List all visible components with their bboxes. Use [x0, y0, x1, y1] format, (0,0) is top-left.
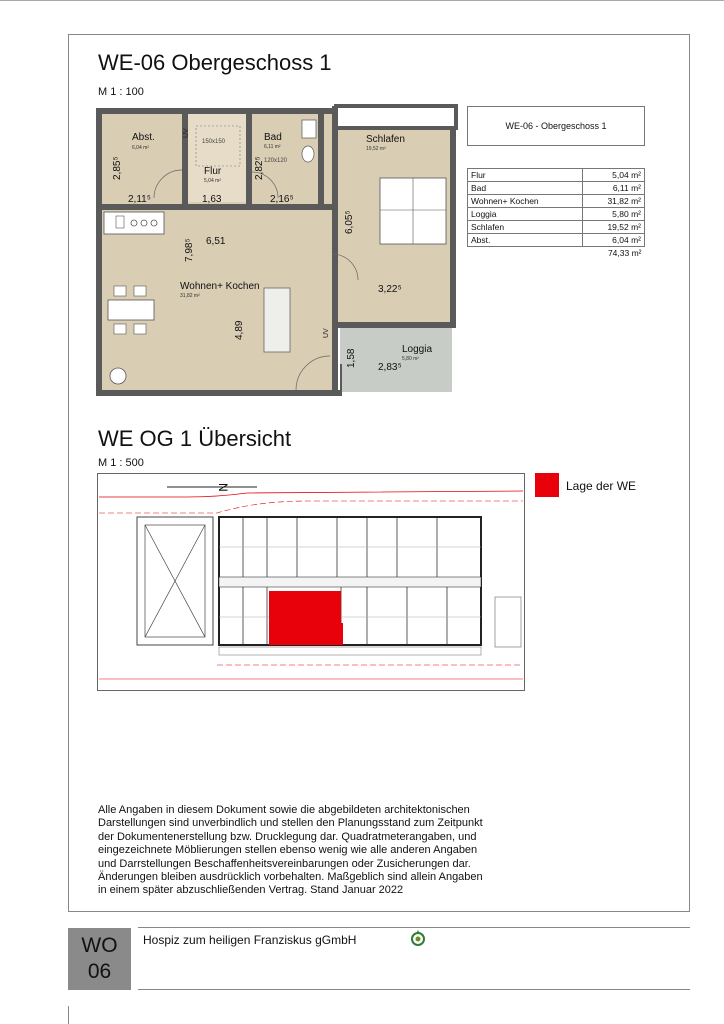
legend-label: Lage der WE — [566, 479, 637, 493]
room-area-abst: 6,04 m² — [132, 145, 149, 151]
area-row — [468, 234, 645, 247]
disclaimer-line: Änderungen bleiben ausdrücklich vorbehalten. Maßgeblich sind allein Angaben — [98, 871, 483, 884]
dim-bad-width: 2,16⁵ — [270, 194, 294, 205]
dim-wohnen-depth: 7,98⁵ — [184, 238, 195, 262]
area-row — [468, 195, 645, 208]
area-label: Wohnen+ Kochen — [468, 195, 583, 208]
disclaimer — [98, 804, 548, 898]
document-code — [68, 928, 131, 990]
uv-label-1: UV — [183, 128, 190, 138]
disclaimer-line: eingezeichnete Möblierungen stellen ebenso wenig wie alle anderen Angaben — [98, 844, 478, 857]
floorplan — [96, 104, 460, 406]
dim-abst-height: 2,85⁵ — [112, 156, 123, 180]
room-name-wohnen: Wohnen+ Kochen — [180, 281, 260, 292]
area-row — [468, 182, 645, 195]
top-edge — [0, 0, 724, 1]
dim-abst-width: 2,11⁵ — [128, 194, 151, 205]
footer-top-rule — [138, 927, 690, 928]
room-area-wohnen: 31,82 m² — [180, 293, 200, 299]
disclaimer-line: Alle Angaben in diesem Dokument sowie die abgebildeten architektonischen — [98, 804, 470, 816]
footer-bottom-rule — [138, 989, 690, 990]
dim-schlafen-height: 6,05⁵ — [344, 210, 355, 234]
document-code-line1: WO — [81, 934, 118, 957]
area-label: Loggia — [468, 208, 583, 221]
dim-bad-height: 2,82⁵ — [254, 156, 265, 180]
room-area-bad: 6,11 m² — [264, 144, 281, 150]
area-row — [468, 208, 645, 221]
room-name-loggia: Loggia — [402, 344, 433, 355]
uv-label-2: UV — [323, 328, 330, 338]
area-label: Schlafen — [468, 221, 583, 234]
fixture-label-1: 150x150 — [202, 139, 226, 145]
room-name-abst: Abst. — [132, 132, 155, 143]
overview-plan — [97, 473, 525, 691]
disclaimer-line: Darstellungen sind unverbindlich und stellen den Planungsstand zum Zeitpunkt — [98, 817, 483, 830]
area-value: 6,11 m² — [582, 182, 644, 195]
room-name-schlafen: Schlafen — [366, 134, 405, 145]
area-value: 31,82 m² — [582, 195, 644, 208]
room-name-flur: Flur — [204, 166, 222, 177]
disclaimer-line: in einem später abzuschließenden Vertrag. Stand Januar 2022 — [98, 884, 404, 897]
room-area-flur: 5,04 m² — [204, 178, 221, 184]
area-table — [467, 168, 645, 259]
logo-icon — [409, 929, 427, 947]
area-value: 6,04 m² — [582, 234, 644, 247]
floorplan-scale: M 1 : 100 — [98, 86, 144, 98]
dim-wohnen-height: 4,89 — [234, 320, 245, 340]
room-name-bad: Bad — [264, 132, 282, 143]
area-value: 19,52 m² — [582, 221, 644, 234]
area-value: 5,80 m² — [582, 208, 644, 221]
area-table-header: WE-06 - Obergeschoss 1 — [467, 106, 645, 146]
legend-swatch — [535, 473, 559, 497]
north-label: N — [216, 483, 230, 492]
area-row — [468, 221, 645, 234]
area-label: Abst. — [468, 234, 583, 247]
area-value: 5,04 m² — [582, 169, 644, 182]
dim-wohnen-width: 6,51 — [206, 236, 226, 247]
page-title: WE-06 Obergeschoss 1 — [98, 50, 332, 75]
overview-scale: M 1 : 500 — [98, 457, 144, 469]
disclaimer-line: und Darrstellungen Beschaffenheitsvereinbarungen oder Zusicherungen dar. — [98, 857, 471, 870]
dim-flur-width: 1,63 — [202, 194, 222, 205]
overview-title: WE OG 1 Übersicht — [98, 426, 292, 451]
document-code-line2: 06 — [87, 960, 112, 983]
room-area-loggia: 5,80 m² — [402, 356, 419, 362]
floor-flur — [188, 112, 248, 202]
dim-loggia-height: 1,58 — [346, 348, 357, 368]
dim-loggia-width: 2,83⁵ — [378, 362, 402, 373]
area-label: Flur — [468, 169, 583, 182]
fixture-label-2: 120x120 — [264, 158, 288, 164]
area-row — [468, 169, 645, 182]
company-name: Hospiz zum heiligen Franziskus gGmbH — [143, 933, 357, 947]
dim-schlafen-width: 3,22⁵ — [378, 284, 402, 295]
room-area-schlafen: 19,52 m² — [366, 146, 386, 152]
disclaimer-line: der Dokumentenerstellung bzw. Drucklegung dar. Quadratmeterangaben, und — [98, 830, 477, 843]
area-total: 74,33 m² — [607, 248, 642, 258]
area-label: Bad — [468, 182, 583, 195]
footer-tick — [68, 1006, 69, 1024]
